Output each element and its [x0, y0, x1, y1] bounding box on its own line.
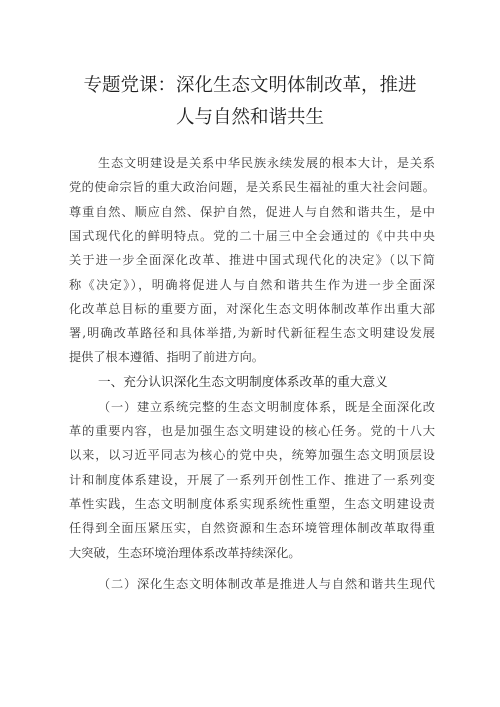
- intro-line: 尊重自然、顺应自然、保护自然，促进人与自然和谐共生，是中: [69, 205, 435, 219]
- intro-line: 署,明确改革路径和具体举措,为新时代新征程生态文明建设发展: [69, 326, 435, 340]
- intro-line: 党的使命宗旨的重大政治问题，是关系民生福祉的重大社会问题。: [69, 180, 435, 194]
- body-line: 任得到全面压紧压实，自然资源和生态环境管理体制改革取得重: [69, 521, 435, 535]
- body-line: 革性实践，生态文明制度体系实现系统性重塑，生态文明建设责: [69, 497, 435, 511]
- section-heading-1: 一、充分认识深化生态文明制度体系改革的重大意义: [98, 374, 388, 389]
- section1-paragraph-2-line: （二）深化生态文明体制改革是推进人与自然和谐共生现代: [98, 577, 435, 591]
- body-line: 以来，以习近平同志为核心的党中央，统筹加强生态文明顶层设: [69, 448, 435, 462]
- body-line: （一）建立系统完整的生态文明制度体系，既是全面深化改: [98, 400, 435, 414]
- body-line: 革的重要内容，也是加强生态文明建设的核心任务。党的十八大: [69, 424, 435, 438]
- document-title-line-1: 专题党课：深化生态文明体制改革，推进: [83, 75, 417, 96]
- intro-line: 提供了根本遵循、指明了前进方向。: [69, 350, 264, 364]
- body-line: 大突破，生态环境治理体系改革持续深化。: [69, 546, 301, 560]
- intro-line: 国式现代化的鲜明特点。党的二十届三中全会通过的《中共中央: [69, 229, 435, 243]
- body-line: 计和制度体系建设，开展了一系列开创性工作、推进了一系列变: [69, 473, 435, 487]
- document-title-line-2: 人与自然和谐共生: [175, 107, 324, 128]
- intro-line: 生态文明建设是关系中华民族永续发展的根本大计，是关系: [98, 156, 435, 170]
- intro-line: 化改革总目标的重要方面，对深化生态文明体制改革作出重大部: [69, 302, 435, 316]
- intro-line: 关于进一步全面深化改革、推进中国式现代化的决定》（以下简: [69, 253, 435, 267]
- intro-line: 称《决定》），明确将促进人与自然和谐共生作为进一步全面深: [69, 278, 435, 292]
